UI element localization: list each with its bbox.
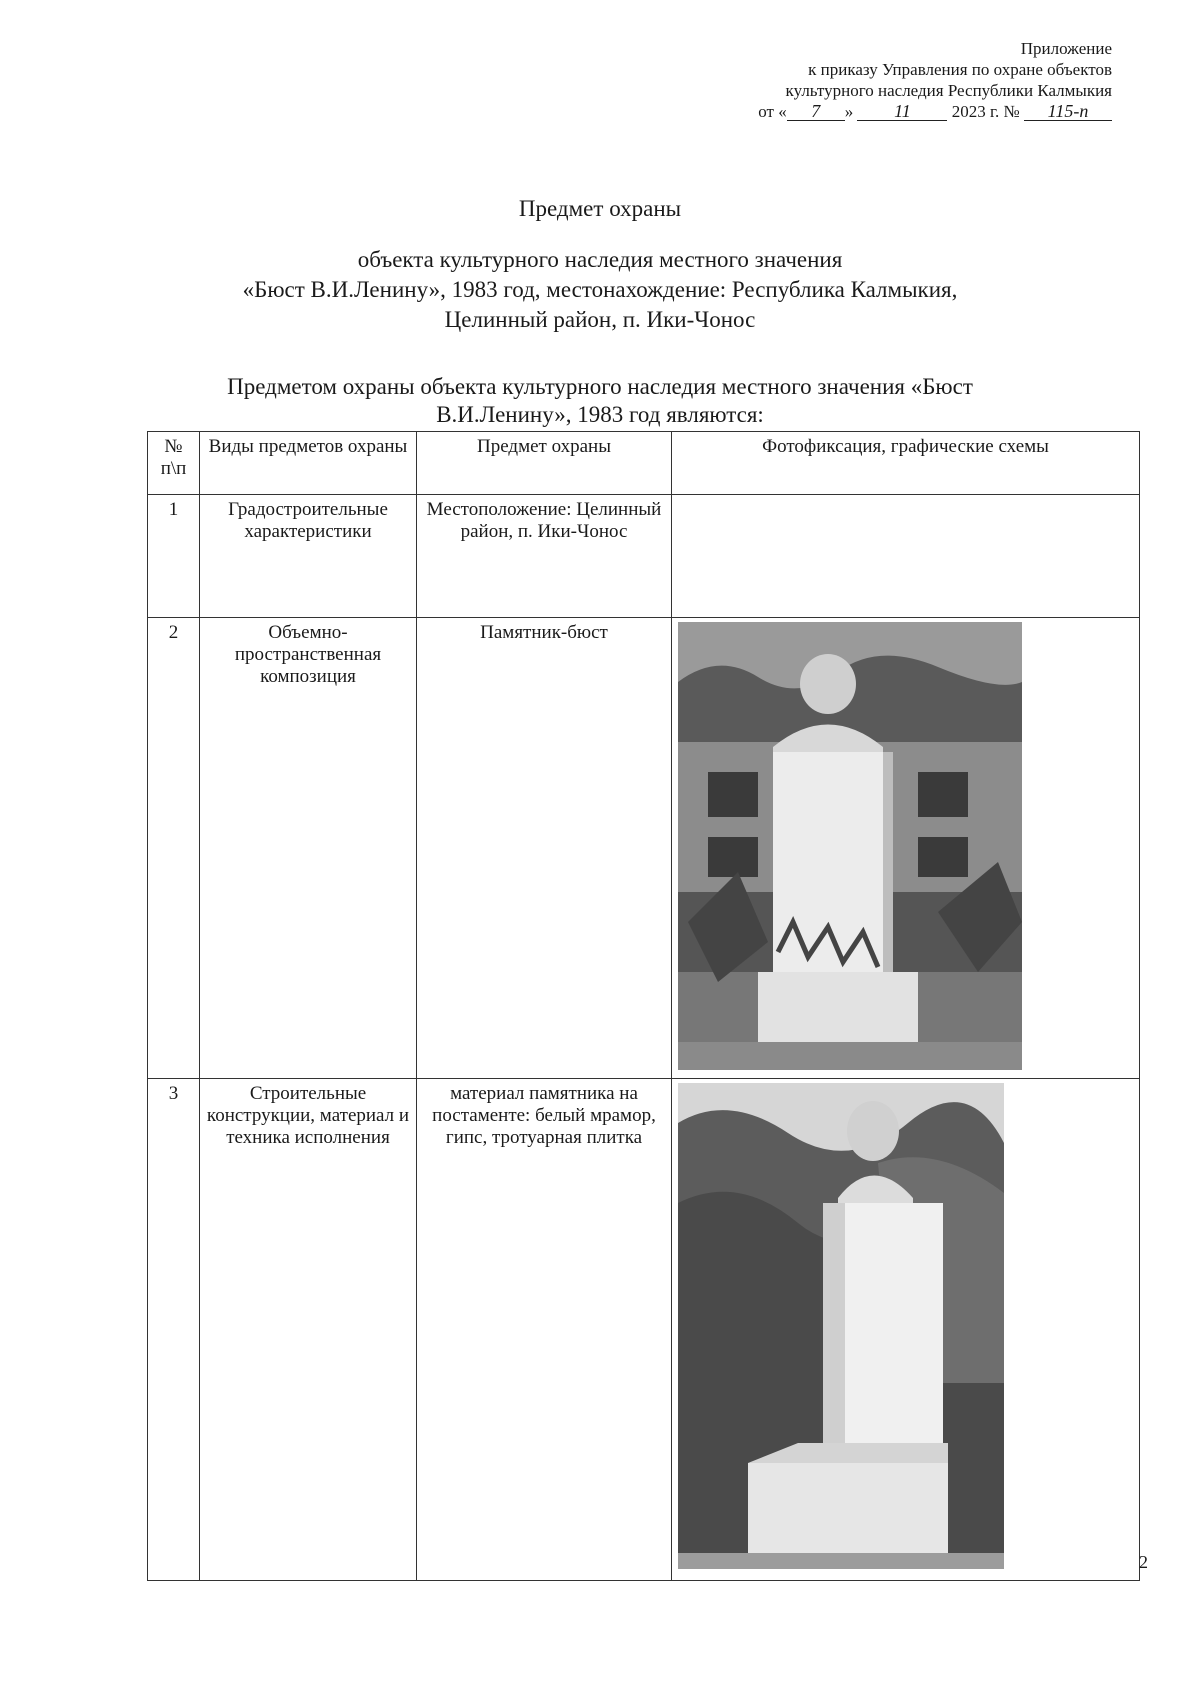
header-subject: Предмет охраны xyxy=(417,432,672,495)
row-num: 1 xyxy=(148,495,200,618)
bust-side-photo xyxy=(678,1083,1133,1569)
date-year: 2023 г. № xyxy=(951,102,1020,121)
table-row xyxy=(148,1079,1140,1581)
row-num: 2 xyxy=(148,618,200,1079)
header-num: № п\п xyxy=(148,432,200,495)
page-number: 2 xyxy=(1139,1552,1148,1572)
row-photo xyxy=(672,1079,1140,1581)
intro-paragraph xyxy=(0,373,1200,429)
header-photo: Фотофиксация, графические схемы xyxy=(672,432,1140,495)
appendix-order-date xyxy=(758,101,1112,122)
subtitle-line-3: Целинный район, п. Ики-Чонос xyxy=(444,307,756,332)
row-num: 3 xyxy=(148,1079,200,1581)
document-title: Предмет охраны xyxy=(518,196,682,221)
handwritten-month: 11 xyxy=(857,102,947,121)
appendix-label: Приложение xyxy=(1020,39,1112,58)
intro-line-1: Предметом охраны объекта культурного наследия местного значения «Бюст xyxy=(227,374,973,399)
row-photo-empty xyxy=(672,495,1140,618)
row-kind: Объемно-пространственная композиция xyxy=(200,618,417,1079)
header-kind: Виды предметов охраны xyxy=(200,432,417,495)
row-subject: Памятник-бюст xyxy=(417,618,672,1079)
row-kind: Градостроительные характеристики xyxy=(200,495,417,618)
date-mid: » xyxy=(844,102,854,121)
row-photo xyxy=(672,618,1140,1079)
subtitle-line-2: «Бюст В.И.Ленину», 1983 год, местонахождение: Республика Калмыкия, xyxy=(242,277,958,302)
bust-front-photo-image xyxy=(678,622,1022,1070)
handwritten-day: 7 xyxy=(787,102,845,121)
protection-subjects-table xyxy=(147,431,1140,1581)
bust-side-photo-image xyxy=(678,1083,1004,1569)
document-subtitle xyxy=(0,245,1200,335)
date-prefix: от « xyxy=(758,102,787,121)
row-kind: Строительные конструкции, материал и техника исполнения xyxy=(200,1079,417,1581)
table-row xyxy=(148,618,1140,1079)
subtitle-line-1: объекта культурного наследия местного значения xyxy=(357,247,843,272)
row-subject: материал памятника на постаменте: белый мрамор, гипс, тротуарная плитка xyxy=(417,1079,672,1581)
handwritten-order-number: 115-п xyxy=(1024,102,1112,121)
intro-line-2: В.И.Ленину», 1983 год являются: xyxy=(436,402,764,427)
table-row xyxy=(148,495,1140,618)
table-header-row xyxy=(148,432,1140,495)
appendix-header xyxy=(758,38,1112,122)
row-subject: Местоположение: Целинный район, п. Ики-Чонос xyxy=(417,495,672,618)
appendix-order-ref: к приказу Управления по охране объектов xyxy=(808,60,1112,79)
appendix-authority: культурного наследия Республики Калмыкия xyxy=(785,81,1112,100)
bust-front-photo xyxy=(678,622,1133,1070)
